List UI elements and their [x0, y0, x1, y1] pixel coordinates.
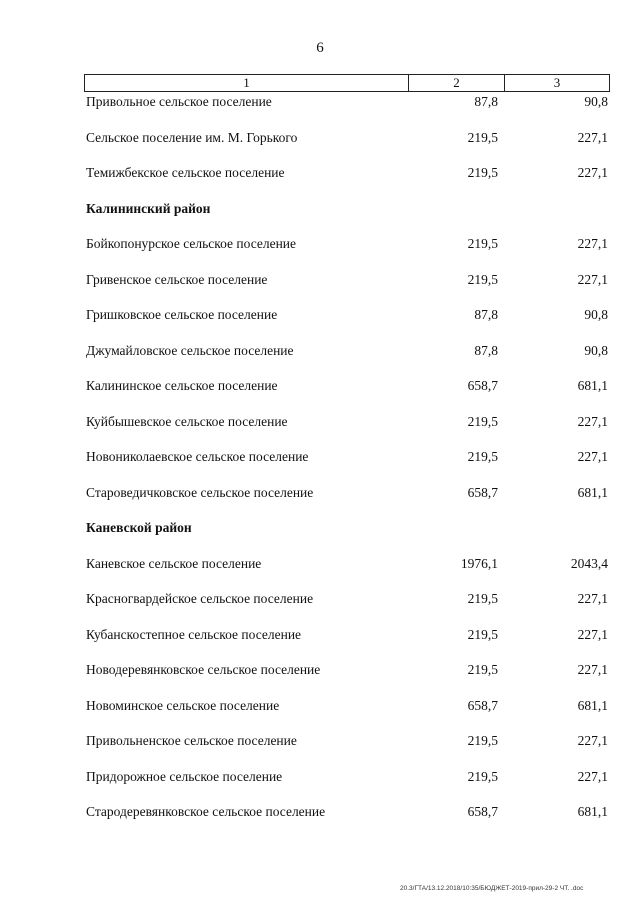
settlement-name: Староведичковское сельское поселение	[86, 484, 314, 500]
value-col-2: 219,5	[467, 733, 498, 748]
section-heading-row	[84, 200, 608, 236]
table-row	[84, 590, 608, 626]
value-col-2: 219,5	[467, 591, 498, 606]
value-col-3: 227,1	[577, 626, 608, 642]
value-col-3: 681,1	[577, 484, 608, 500]
value-col-2: 87,8	[474, 342, 498, 358]
value-col-3: 227,1	[577, 271, 608, 287]
table-row	[84, 484, 608, 520]
table-row	[84, 697, 608, 733]
value-col-3: 227,1	[577, 733, 608, 748]
value-col-2: 219,5	[467, 236, 498, 251]
table-row	[84, 413, 608, 449]
settlement-name: Придорожное сельское поселение	[86, 768, 283, 784]
settlement-name: Кубанскостепное сельское поселение	[86, 626, 302, 642]
settlement-name: Джумайловское сельское поселение	[86, 342, 294, 358]
value-col-2: 219,5	[467, 165, 498, 180]
value-col-2: 658,7	[467, 804, 498, 819]
settlement-name: Привольное сельское поселение	[86, 94, 272, 109]
value-col-3: 90,8	[584, 307, 608, 322]
table-row	[84, 164, 608, 200]
table-row	[84, 129, 608, 165]
header-cell-3: 3	[553, 75, 561, 90]
value-col-3: 90,8	[584, 94, 608, 109]
table-row	[84, 626, 608, 662]
settlement-name: Новоминское сельское поселение	[86, 697, 280, 713]
value-col-2: 219,5	[467, 662, 498, 677]
value-col-3: 227,1	[577, 768, 608, 784]
value-col-2: 219,5	[467, 626, 498, 642]
value-col-2: 219,5	[467, 413, 498, 429]
table-row	[84, 271, 608, 307]
settlement-name: Сельское поселение им. М. Горького	[86, 129, 298, 145]
value-col-2: 1976,1	[460, 555, 498, 571]
value-col-3: 681,1	[577, 378, 608, 393]
footer-file-path: 20.3/ГТА/13.12.2018/10:35/БЮДЖЕТ-2019-прил-29-2 ЧТ. .doc	[400, 885, 584, 892]
table-row	[84, 768, 608, 804]
table-row	[84, 235, 608, 271]
settlement-name: Новониколаевское сельское поселение	[86, 449, 309, 464]
table-row	[84, 306, 608, 342]
settlement-name: Темижбекское сельское поселение	[86, 165, 285, 180]
value-col-3: 90,8	[584, 342, 608, 358]
value-col-2: 87,8	[474, 307, 498, 322]
settlement-name: Куйбышевское сельское поселение	[86, 413, 288, 429]
table-row	[84, 93, 608, 129]
value-col-2: 219,5	[467, 449, 498, 464]
value-col-2: 219,5	[467, 271, 498, 287]
table-row	[84, 377, 608, 413]
settlement-name: Гривенское сельское поселение	[86, 271, 268, 287]
settlement-name: Гришковское сельское поселение	[86, 307, 278, 322]
header-cell-1: 1	[85, 75, 409, 91]
value-col-3: 227,1	[577, 591, 608, 606]
value-col-3: 227,1	[577, 236, 608, 251]
value-col-2: 219,5	[467, 768, 498, 784]
settlement-name: Калининское сельское поселение	[86, 378, 278, 393]
value-col-2: 219,5	[467, 129, 498, 145]
table-row	[84, 448, 608, 484]
section-heading: Каневской район	[86, 520, 192, 535]
header-cell-2: 2	[409, 75, 505, 91]
value-col-3: 227,1	[577, 449, 608, 464]
settlement-name: Стародеревянковское сельское поселение	[86, 804, 326, 819]
page-number: 6	[316, 40, 324, 56]
settlement-name: Красногвардейское сельское поселение	[86, 591, 314, 606]
settlement-name: Привольненское сельское поселение	[86, 733, 297, 748]
section-heading-row	[84, 519, 608, 555]
value-col-2: 658,7	[467, 378, 498, 393]
settlement-name: Новодеревянковское сельское поселение	[86, 662, 321, 677]
table-row	[84, 555, 608, 591]
value-col-2: 658,7	[467, 484, 498, 500]
value-col-2: 87,8	[474, 94, 498, 109]
table-row	[84, 342, 608, 378]
table-body	[84, 93, 608, 839]
value-col-3: 227,1	[577, 129, 608, 145]
value-col-3: 227,1	[577, 413, 608, 429]
value-col-3: 2043,4	[570, 555, 608, 571]
value-col-3: 227,1	[577, 165, 608, 180]
value-col-3: 681,1	[577, 697, 608, 713]
table-row	[84, 732, 608, 768]
section-heading: Калининский район	[86, 200, 211, 216]
settlement-name: Каневское сельское поселение	[86, 555, 262, 571]
table-header	[84, 74, 610, 92]
value-col-2: 658,7	[467, 697, 498, 713]
settlement-name: Бойкопонурское сельское поселение	[86, 236, 297, 251]
value-col-3: 681,1	[577, 804, 608, 819]
table-row	[84, 661, 608, 697]
value-col-3: 227,1	[577, 662, 608, 677]
table-row	[84, 803, 608, 839]
